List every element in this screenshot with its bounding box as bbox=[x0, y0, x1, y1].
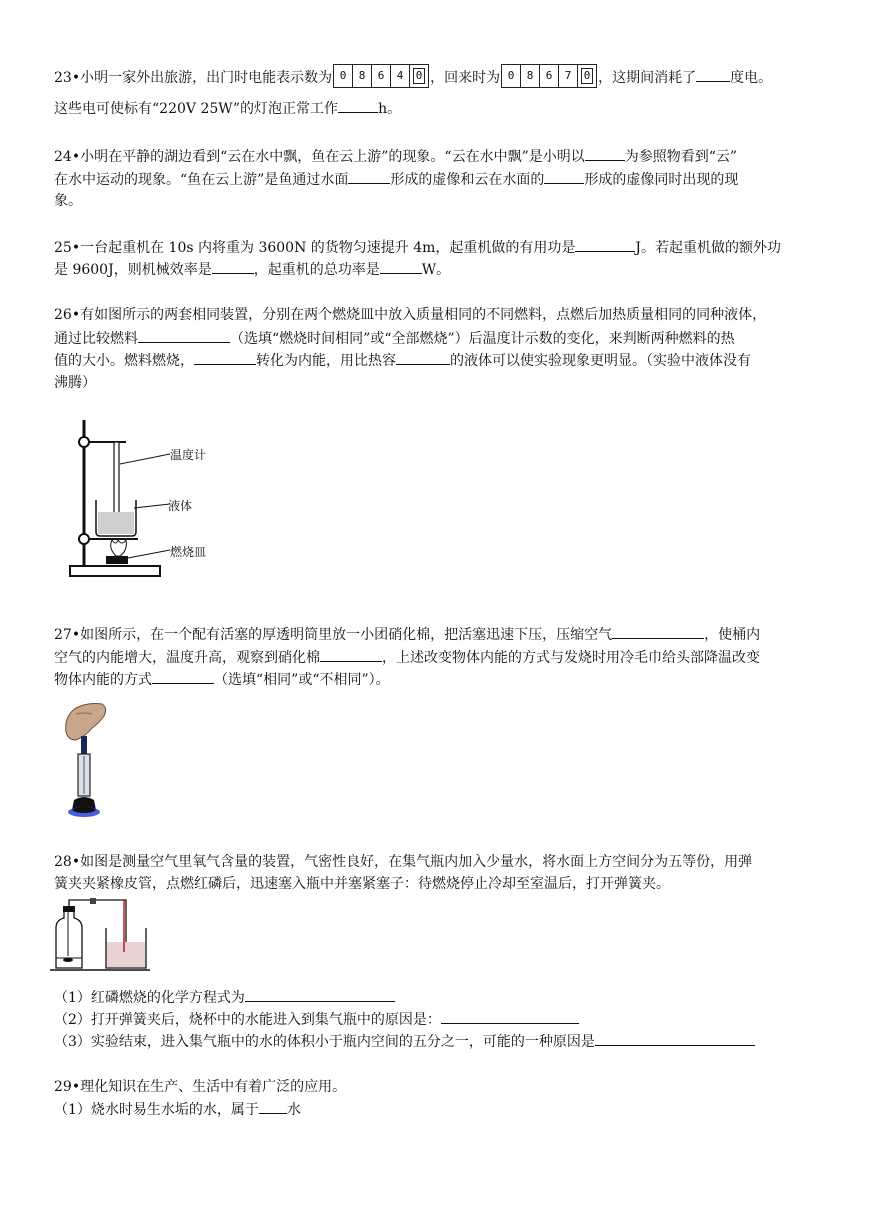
thermometer-label: 温度计 bbox=[170, 448, 207, 462]
answer-blank[interactable] bbox=[138, 328, 230, 343]
q29-sub1: （1）烧水时易生水垢的水，属于 水 bbox=[54, 1099, 301, 1120]
q26-line4: 沸腾） bbox=[54, 375, 96, 391]
question-number: 23 bbox=[54, 70, 72, 86]
q28-sub1: （1）红磷燃烧的化学方程式为 bbox=[54, 987, 395, 1008]
question-number: 25 bbox=[54, 240, 72, 256]
piston-cylinder-figure bbox=[62, 702, 112, 820]
answer-blank[interactable] bbox=[152, 669, 214, 684]
answer-blank[interactable] bbox=[259, 1099, 287, 1114]
answer-blank[interactable] bbox=[441, 1009, 579, 1024]
meter-reading-end: 0 8 6 7 0 bbox=[501, 64, 597, 88]
question-number: 27 bbox=[54, 627, 72, 643]
q26-line2: 通过比较燃料 （选填“燃烧时间相同”或“全部燃烧”）后温度计示数的变化，来判断两种燃料的热 bbox=[54, 328, 735, 349]
question-number: 29 bbox=[54, 1079, 72, 1095]
q27-line2: 空气的内能增大，温度升高，观察到硝化棉 ，上述改变物体内能的方式与发烧时用冷毛巾给头部降温改变 bbox=[54, 647, 760, 668]
answer-blank[interactable] bbox=[212, 259, 254, 274]
answer-blank[interactable] bbox=[696, 67, 730, 82]
q23-line1: 23•小明一家外出旅游，出门时电能表示数为 0 8 6 4 0 ，回来时为 0 8 6 7 0 ，这期间消耗了 度电。 bbox=[54, 66, 772, 90]
q28-sub2: （2）打开弹簧夹后，烧杯中的水能进入到集气瓶中的原因是： bbox=[54, 1009, 579, 1030]
q28-sub3: （3）实验结束，进入集气瓶中的水的体积小于瓶内空间的五分之一，可能的一种原因是 bbox=[54, 1031, 755, 1052]
q29-line1: 29•理化知识在生产、生活中有着广泛的应用。 bbox=[54, 1079, 347, 1095]
meter-reading-start: 0 8 6 4 0 bbox=[333, 64, 429, 88]
answer-blank[interactable] bbox=[575, 237, 635, 252]
answer-blank[interactable] bbox=[320, 647, 382, 662]
q23-line2: 这些电可使标有“220V 25W”的灯泡正常工作 h。 bbox=[54, 98, 401, 119]
combustion-apparatus-figure bbox=[60, 408, 170, 580]
q24-line3: 象。 bbox=[54, 193, 82, 209]
q26-line3: 值的大小。燃料燃烧， 转化为内能，用比热容 的液体可以使实验现象更明显。（实验中液体没有 bbox=[54, 350, 751, 371]
answer-blank[interactable] bbox=[544, 169, 584, 184]
q27-line3: 物体内能的方式 （选填“相同”或“不相同”）。 bbox=[54, 669, 390, 690]
q25-line1: 25•一台起重机在 10s 内将重为 3600N 的货物匀速提升 4m，起重机做的有用功是 J。若起重机做的额外功 bbox=[54, 237, 781, 258]
answer-blank[interactable] bbox=[380, 259, 422, 274]
answer-blank[interactable] bbox=[338, 98, 378, 113]
question-number: 26 bbox=[54, 307, 72, 323]
answer-blank[interactable] bbox=[612, 624, 704, 639]
answer-blank[interactable] bbox=[585, 146, 625, 161]
q24-line2: 在水中运动的现象。“鱼在云上游”是鱼通过水面 形成的虚像和云在水面的 形成的虚像同时出现的现 bbox=[54, 169, 738, 190]
question-number: 28 bbox=[54, 854, 72, 870]
answer-blank[interactable] bbox=[595, 1031, 755, 1046]
answer-blank[interactable] bbox=[194, 350, 256, 365]
q27-line1: 27•如图所示，在一个配有活塞的厚透明筒里放一小团硝化棉，把活塞迅速下压，压缩空气 ，使桶内 bbox=[54, 624, 760, 645]
answer-blank[interactable] bbox=[348, 169, 390, 184]
q28-line2: 簧夹夹紧橡皮管，点燃红磷后，迅速塞入瓶中并塞紧塞子：待燃烧停止冷却至室温后，打开弹簧夹。 bbox=[54, 876, 670, 892]
question-number: 24 bbox=[54, 149, 72, 165]
q24-line1: 24•小明在平静的湖边看到“云在水中飘，鱼在云上游”的现象。“云在水中飘”是小明以 为参照物看到“云” bbox=[54, 146, 737, 167]
answer-blank[interactable] bbox=[396, 350, 450, 365]
q28-line1: 28•如图是测量空气里氧气含量的装置，气密性良好，在集气瓶内加入少量水，将水面上方空间分为五等份，用弹 bbox=[54, 854, 753, 870]
oxygen-measurement-apparatus-figure bbox=[50, 898, 150, 974]
dish-label: 燃烧皿 bbox=[170, 545, 207, 559]
q26-line1: 26•有如图所示的两套相同装置，分别在两个燃烧皿中放入质量相同的不同燃料，点燃后加热质量相同的同种液体， bbox=[54, 307, 767, 323]
liquid-label: 液体 bbox=[168, 499, 193, 513]
q25-line2: 是 9600J，则机械效率是 ，起重机的总功率是 W。 bbox=[54, 259, 450, 280]
answer-blank[interactable] bbox=[245, 987, 395, 1002]
